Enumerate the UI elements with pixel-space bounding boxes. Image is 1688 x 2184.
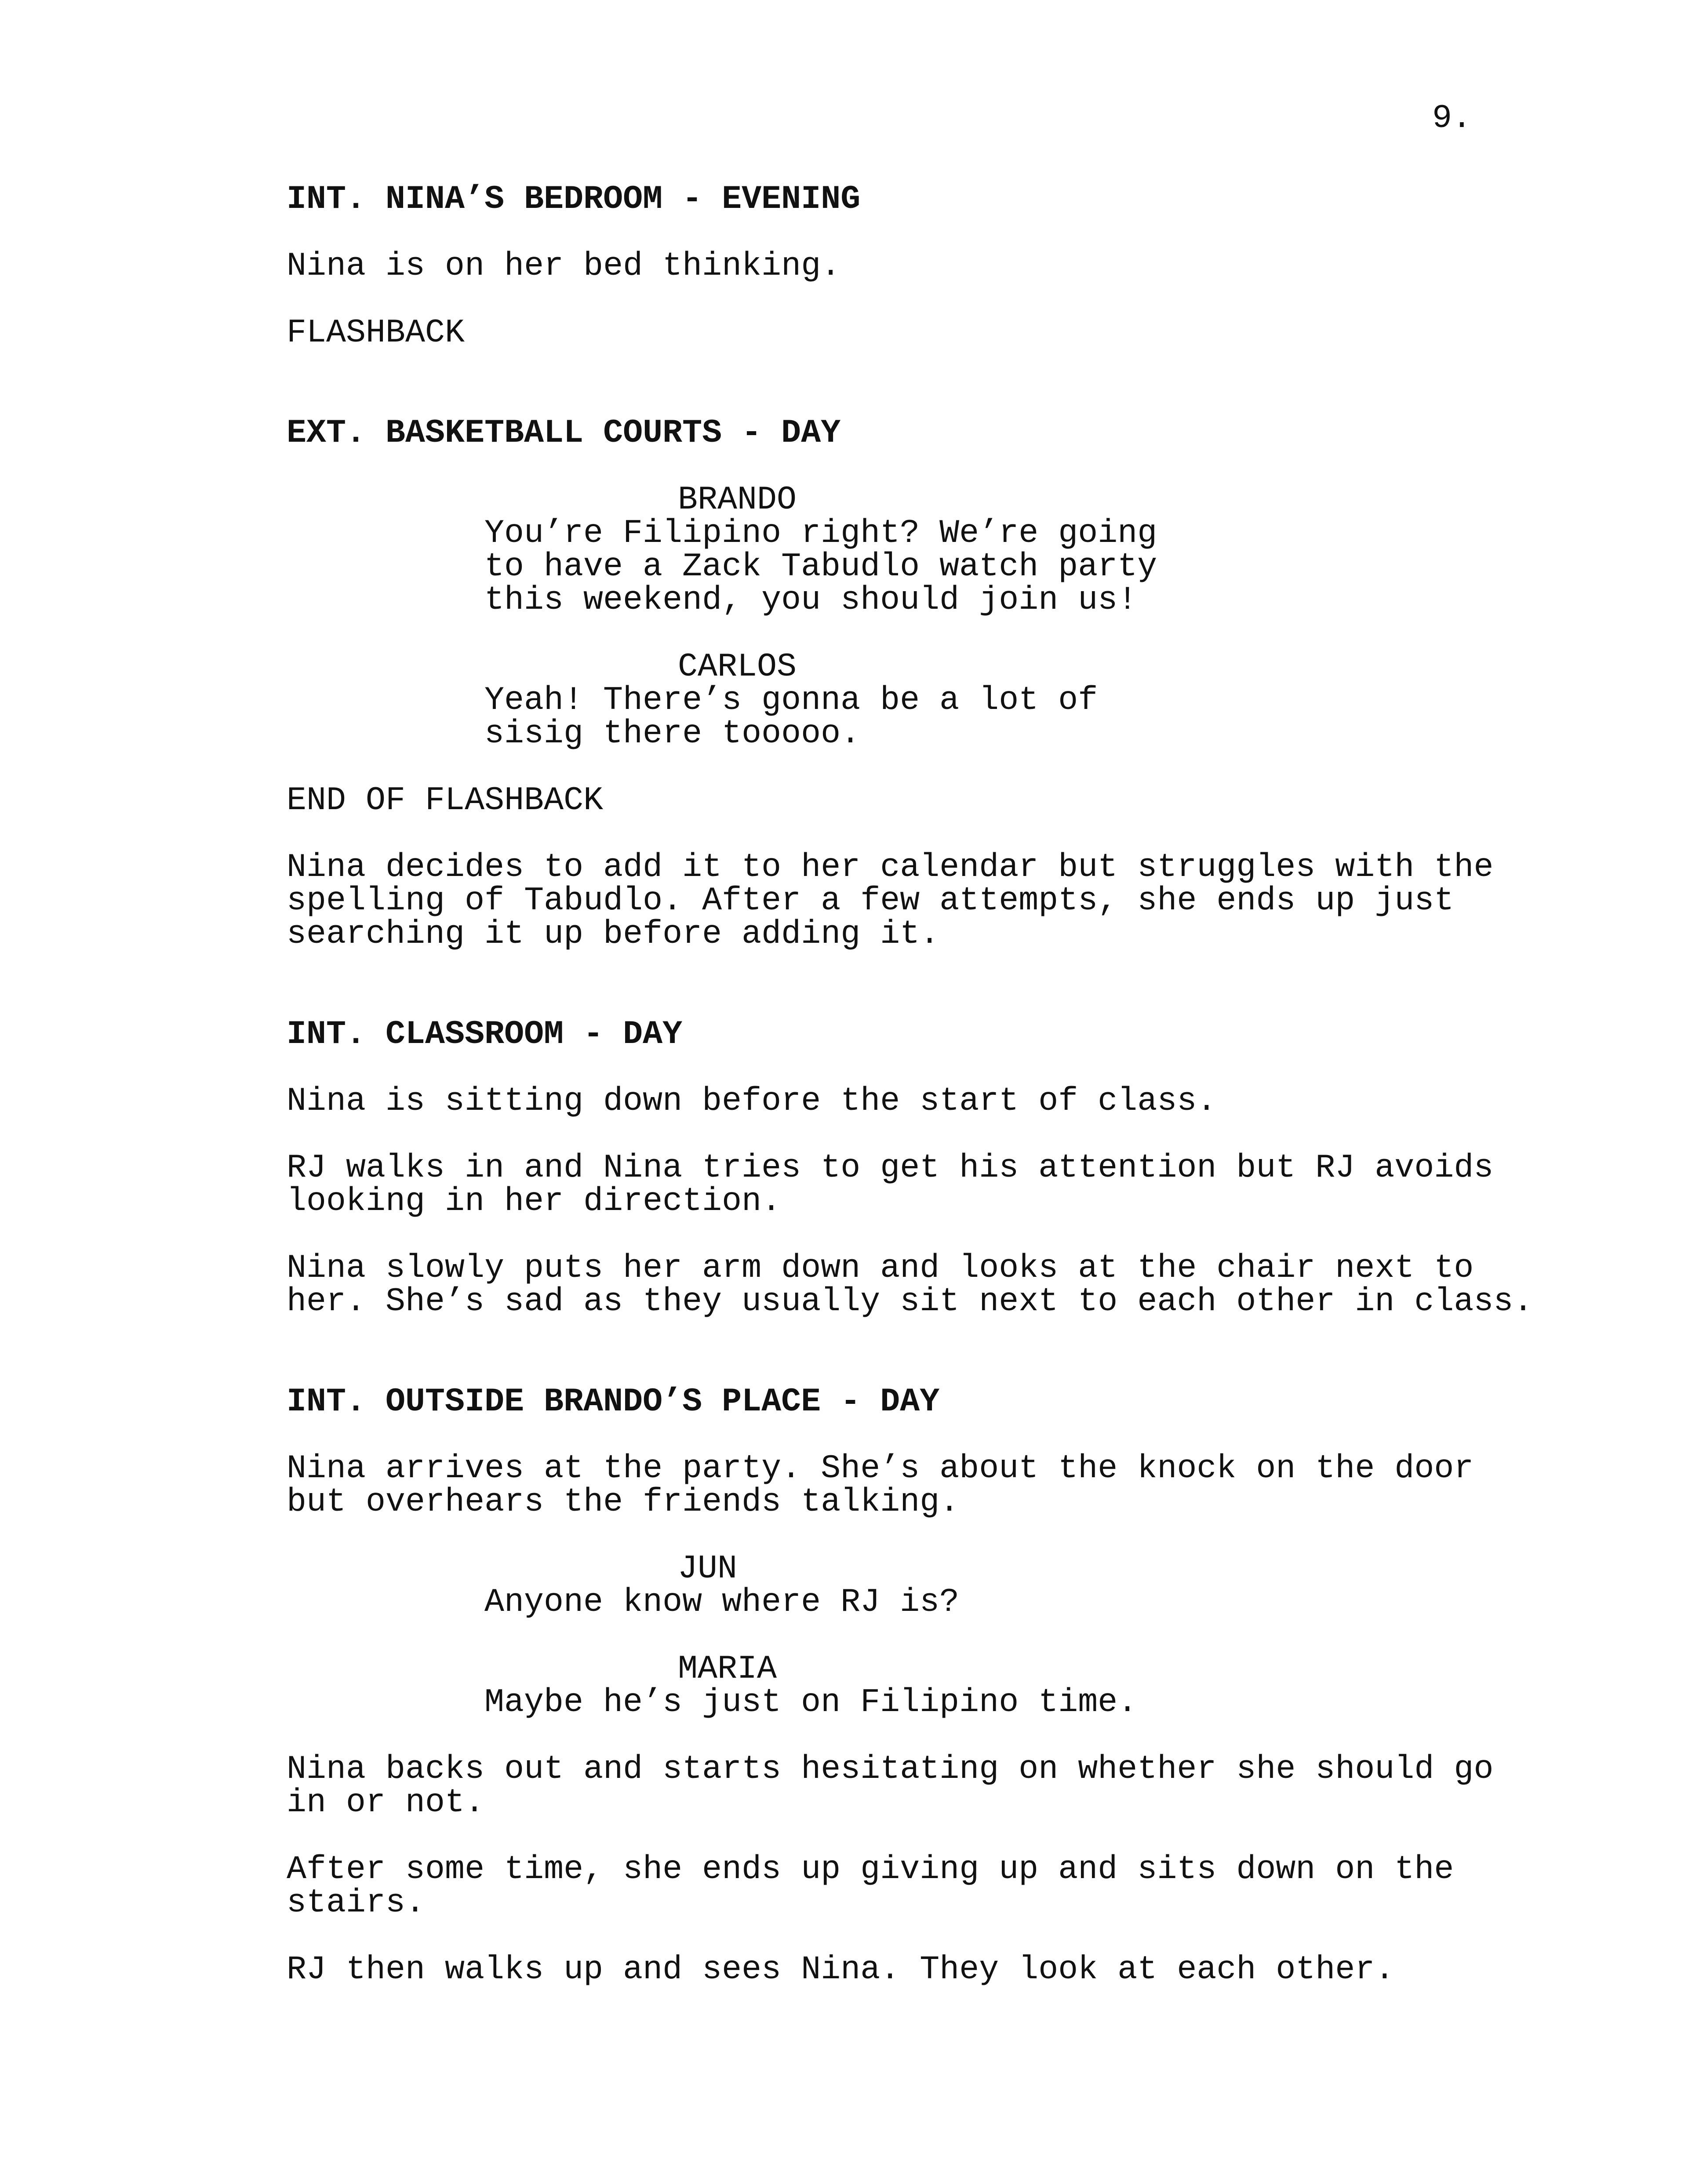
dialogue-block [484, 1552, 1649, 1619]
character-name: JUN [678, 1550, 738, 1588]
character-name: BRANDO [678, 481, 797, 519]
end-flashback-marker: END OF FLASHBACK [287, 782, 604, 819]
dialogue-block [484, 650, 1649, 751]
action-line: Nina backs out and starts hesitating on whether she should go in or not. [287, 1751, 1494, 1821]
action-line: Nina slowly puts her arm down and looks at the chair next to her. She’s sad as they usually sit next to each other in class. [287, 1250, 1533, 1320]
action-line: After some time, she ends up giving up and sits down on the stairs. [287, 1851, 1454, 1922]
action-line: Nina is on her bed thinking. [287, 247, 841, 285]
action-line: Nina arrives at the party. She’s about the knock on the door but overhears the friends talking. [287, 1450, 1474, 1521]
character-name: CARLOS [678, 648, 797, 686]
dialogue-line: You’re Filipino right? We’re going to have a Zack Tabudlo watch party this weekend, you should join us! [484, 515, 1157, 619]
script-body [287, 183, 1649, 1987]
action-line: RJ walks in and Nina tries to get his attention but RJ avoids looking in her direction. [287, 1149, 1494, 1220]
scene-heading: EXT. BASKETBALL COURTS - DAY [287, 414, 841, 452]
scene-heading: INT. NINA’S BEDROOM - EVENING [287, 181, 861, 218]
page-number: 9. [1432, 100, 1472, 137]
dialogue-block [484, 1650, 1649, 1721]
dialogue-line: Anyone know where RJ is? [484, 1584, 960, 1621]
character-name: MARIA [678, 1650, 777, 1688]
dialogue-line: Yeah! There’s gonna be a lot of sisig there tooooo. [484, 682, 1098, 752]
scene-heading: INT. OUTSIDE BRANDO’S PLACE - DAY [287, 1383, 940, 1421]
flashback-marker: FLASHBACK [287, 314, 465, 352]
dialogue-block [484, 483, 1649, 617]
action-line: Nina is sitting down before the start of class. [287, 1083, 1217, 1120]
dialogue-line: Maybe he’s just on Filipino time. [484, 1684, 1138, 1721]
scene-heading: INT. CLASSROOM - DAY [287, 1016, 683, 1053]
action-line: RJ then walks up and sees Nina. They look at each other. [287, 1951, 1395, 1988]
action-line: Nina decides to add it to her calendar but struggles with the spelling of Tabudlo. After a few attempts, she ends up just searching it up before adding it. [287, 849, 1494, 953]
